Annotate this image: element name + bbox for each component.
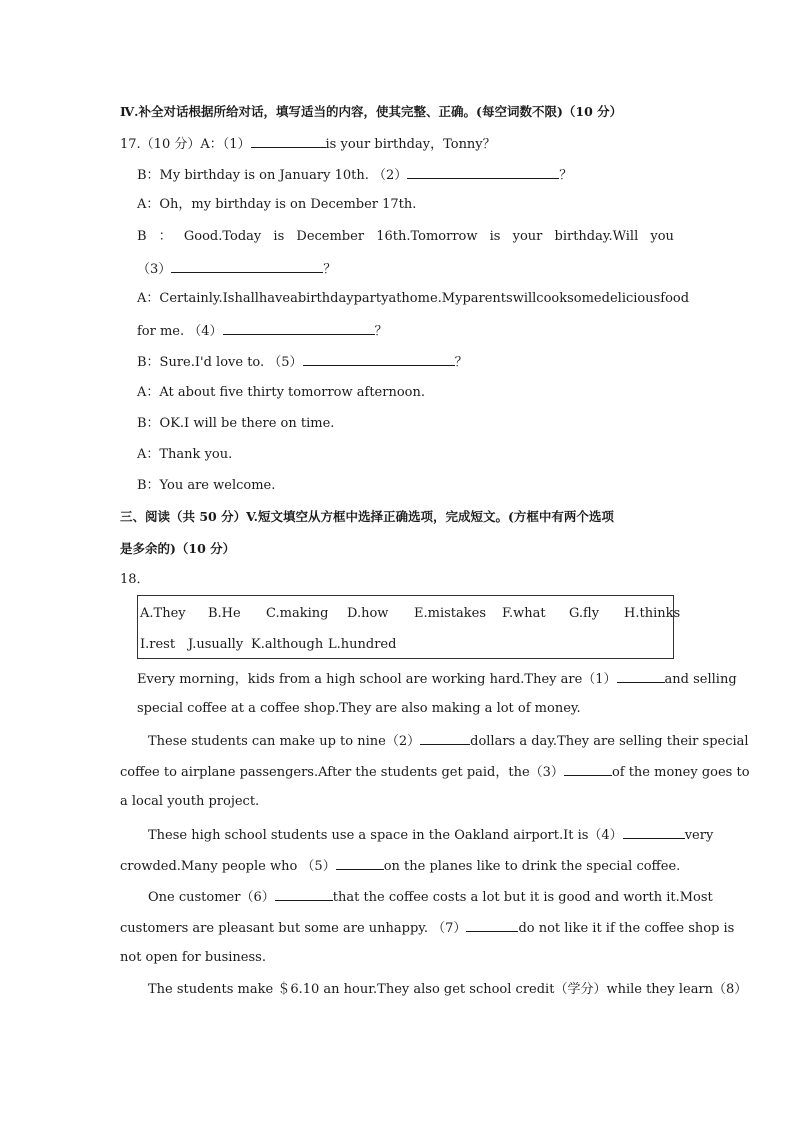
p4-text: One customer（6） — [148, 890, 275, 905]
p2-text-2: coffee to airplane passengers.After the students get paid，the（3） — [120, 765, 564, 780]
option-k: K.although — [251, 637, 324, 652]
passage-p2-line-2 — [120, 762, 750, 782]
blank-5[interactable] — [303, 352, 455, 366]
p3-text: These high school students use a space in the Oakland airport.It is（4） — [148, 828, 623, 843]
passage-p4-line-2 — [120, 918, 734, 938]
q17-line-4-word: birthday.Will — [554, 229, 639, 244]
blank-p6[interactable] — [275, 887, 333, 901]
p2-text: These students can make up to nine（2） — [148, 734, 421, 749]
section-3-title: 三、阅读（共 50 分）V.短文填空从方框中选择正确选项，完成短文。(方框中有两个选项 — [120, 509, 614, 524]
blank-4[interactable] — [223, 321, 375, 335]
q17-prompt: 17.（10 分）A：（1） — [120, 137, 251, 152]
q17-line-6-word: a — [290, 291, 298, 306]
q17-line-4-word: 16th.Tomorrow — [376, 229, 478, 244]
q17-line-6-word: have — [258, 291, 291, 306]
q17-line-6-word: delicious — [601, 291, 661, 306]
q17-line-6-word: food — [660, 291, 690, 306]
option-b: B.He — [208, 606, 241, 621]
q17-line-4 — [137, 228, 674, 246]
p4-text-2: customers are pleasant but some are unhappy. （7） — [120, 921, 467, 936]
blank-p5[interactable] — [336, 856, 384, 870]
q17-line-7-text: for me. （4） — [137, 324, 223, 339]
q17-line-2 — [137, 165, 572, 185]
passage-p4-line-3: not open for business. — [120, 950, 266, 965]
q17-line-6-word: cook — [536, 291, 568, 306]
p1-text-end: and selling — [664, 672, 737, 687]
passage-p2-line-1 — [148, 731, 749, 751]
q17-line-2-end: ？ — [559, 168, 573, 183]
q17-line-7-end: ？ — [374, 324, 388, 339]
q17-line-6-word: at — [388, 291, 402, 306]
option-f: F.what — [502, 606, 546, 621]
blank-p7[interactable] — [466, 918, 518, 932]
q17-line-8 — [137, 352, 468, 372]
section-4-title: Ⅳ.补全对话根据所给对话，填写适当的内容，使其完整、正确。(每空词数不限)（10 分） — [120, 104, 623, 119]
passage-p5-line-1: The students make ＄6.10 an hour.They also get school credit（学分）while they learn（8） — [148, 982, 748, 997]
q17-line-6-word: home.My — [401, 291, 463, 306]
q17-line-6-word: birthday — [297, 291, 354, 306]
q17-line-4-word: ： — [158, 229, 172, 244]
q17-line-4-word: is — [489, 229, 501, 244]
section-3-title-cont: 是多余的)（10 分） — [120, 541, 236, 556]
blank-3[interactable] — [171, 259, 323, 273]
q17-line-6-word: party — [353, 291, 389, 306]
q17-line-6-word: some — [567, 291, 602, 306]
option-g: G.fly — [569, 606, 600, 621]
q17-line-6-word: will — [512, 291, 537, 306]
q17-line-7 — [137, 321, 388, 341]
passage-p1-line-2: special coffee at a coffee shop.They are also making a lot of money. — [137, 701, 581, 716]
q17-line-9: A：At about five thirty tomorrow afternoon. — [137, 385, 425, 400]
q17-line-10: B：OK.I will be there on time. — [137, 416, 335, 431]
p2-text-2-end: of the money goes to — [611, 765, 750, 780]
p3-text-2: crowded.Many people who （5） — [120, 859, 336, 874]
blank-1[interactable] — [251, 134, 326, 148]
q17-line-8-text: B：Sure.I'd love to. （5） — [137, 355, 303, 370]
option-i: I.rest — [140, 637, 176, 652]
blank-p2[interactable] — [420, 731, 470, 745]
option-j: J.usually — [188, 637, 244, 652]
blank-p1[interactable] — [617, 669, 665, 683]
option-c: C.making — [266, 606, 329, 621]
option-e: E.mistakes — [414, 606, 486, 621]
blank-p4[interactable] — [623, 825, 685, 839]
q17-line-8-end: ？ — [454, 355, 468, 370]
q17-line-1-text: is your birthday，Tonny？ — [325, 137, 496, 152]
q17-line-12: B：You are welcome. — [137, 478, 276, 493]
option-d: D.how — [347, 606, 389, 621]
blank-2[interactable] — [407, 165, 559, 179]
q17-line-5-text: （3） — [137, 262, 172, 277]
passage-p4-line-1 — [148, 887, 713, 907]
q17-line-5 — [137, 259, 336, 279]
p3-text-2-end: on the planes like to drink the special coffee. — [383, 859, 681, 874]
passage-p3-line-1 — [148, 825, 713, 845]
option-l: L.hundred — [328, 637, 397, 652]
q17-line-6-word: A： — [137, 291, 160, 306]
p3-text-end: very — [684, 828, 714, 843]
p2-text-end: dollars a day.They are selling their special — [470, 734, 749, 749]
q17-line-3: A：Oh，my birthday is on December 17th. — [137, 197, 417, 212]
q17-line-11: A：Thank you. — [137, 447, 233, 462]
q17-line-6-word: Certainly.I — [159, 291, 228, 306]
q17-line-6 — [137, 290, 690, 308]
q17-line-4-word: your — [512, 229, 543, 244]
p4-text-end: that the coffee costs a lot but it is good and worth it.Most — [332, 890, 713, 905]
q17-line-4-word: you — [650, 229, 674, 244]
passage-p1-line-1 — [137, 669, 737, 689]
q17-line-4-word: December — [296, 229, 365, 244]
passage-p3-line-2 — [120, 856, 680, 876]
p4-text-2-end: do not like it if the coffee shop is — [518, 921, 735, 936]
option-h: H.thinks — [624, 606, 681, 621]
p1-text: Every morning，kids from a high school are working hard.They are（1） — [137, 672, 617, 687]
option-a: A.They — [140, 606, 186, 621]
q18-number: 18． — [120, 572, 150, 587]
options-box — [137, 595, 681, 659]
passage-p2-line-3: a local youth project. — [120, 794, 260, 809]
q17-line-4-word: B — [137, 229, 147, 244]
q17-line-4-word: Good.Today — [183, 229, 262, 244]
q17-line-2-text: B：My birthday is on January 10th. （2） — [137, 168, 408, 183]
q17-line-1 — [120, 134, 496, 154]
q17-line-4-word: is — [273, 229, 285, 244]
q17-line-5-end: ？ — [323, 262, 337, 277]
blank-p3[interactable] — [564, 762, 612, 776]
q17-line-6-word: parents — [462, 291, 513, 306]
q17-line-6-word: shall — [227, 291, 259, 306]
